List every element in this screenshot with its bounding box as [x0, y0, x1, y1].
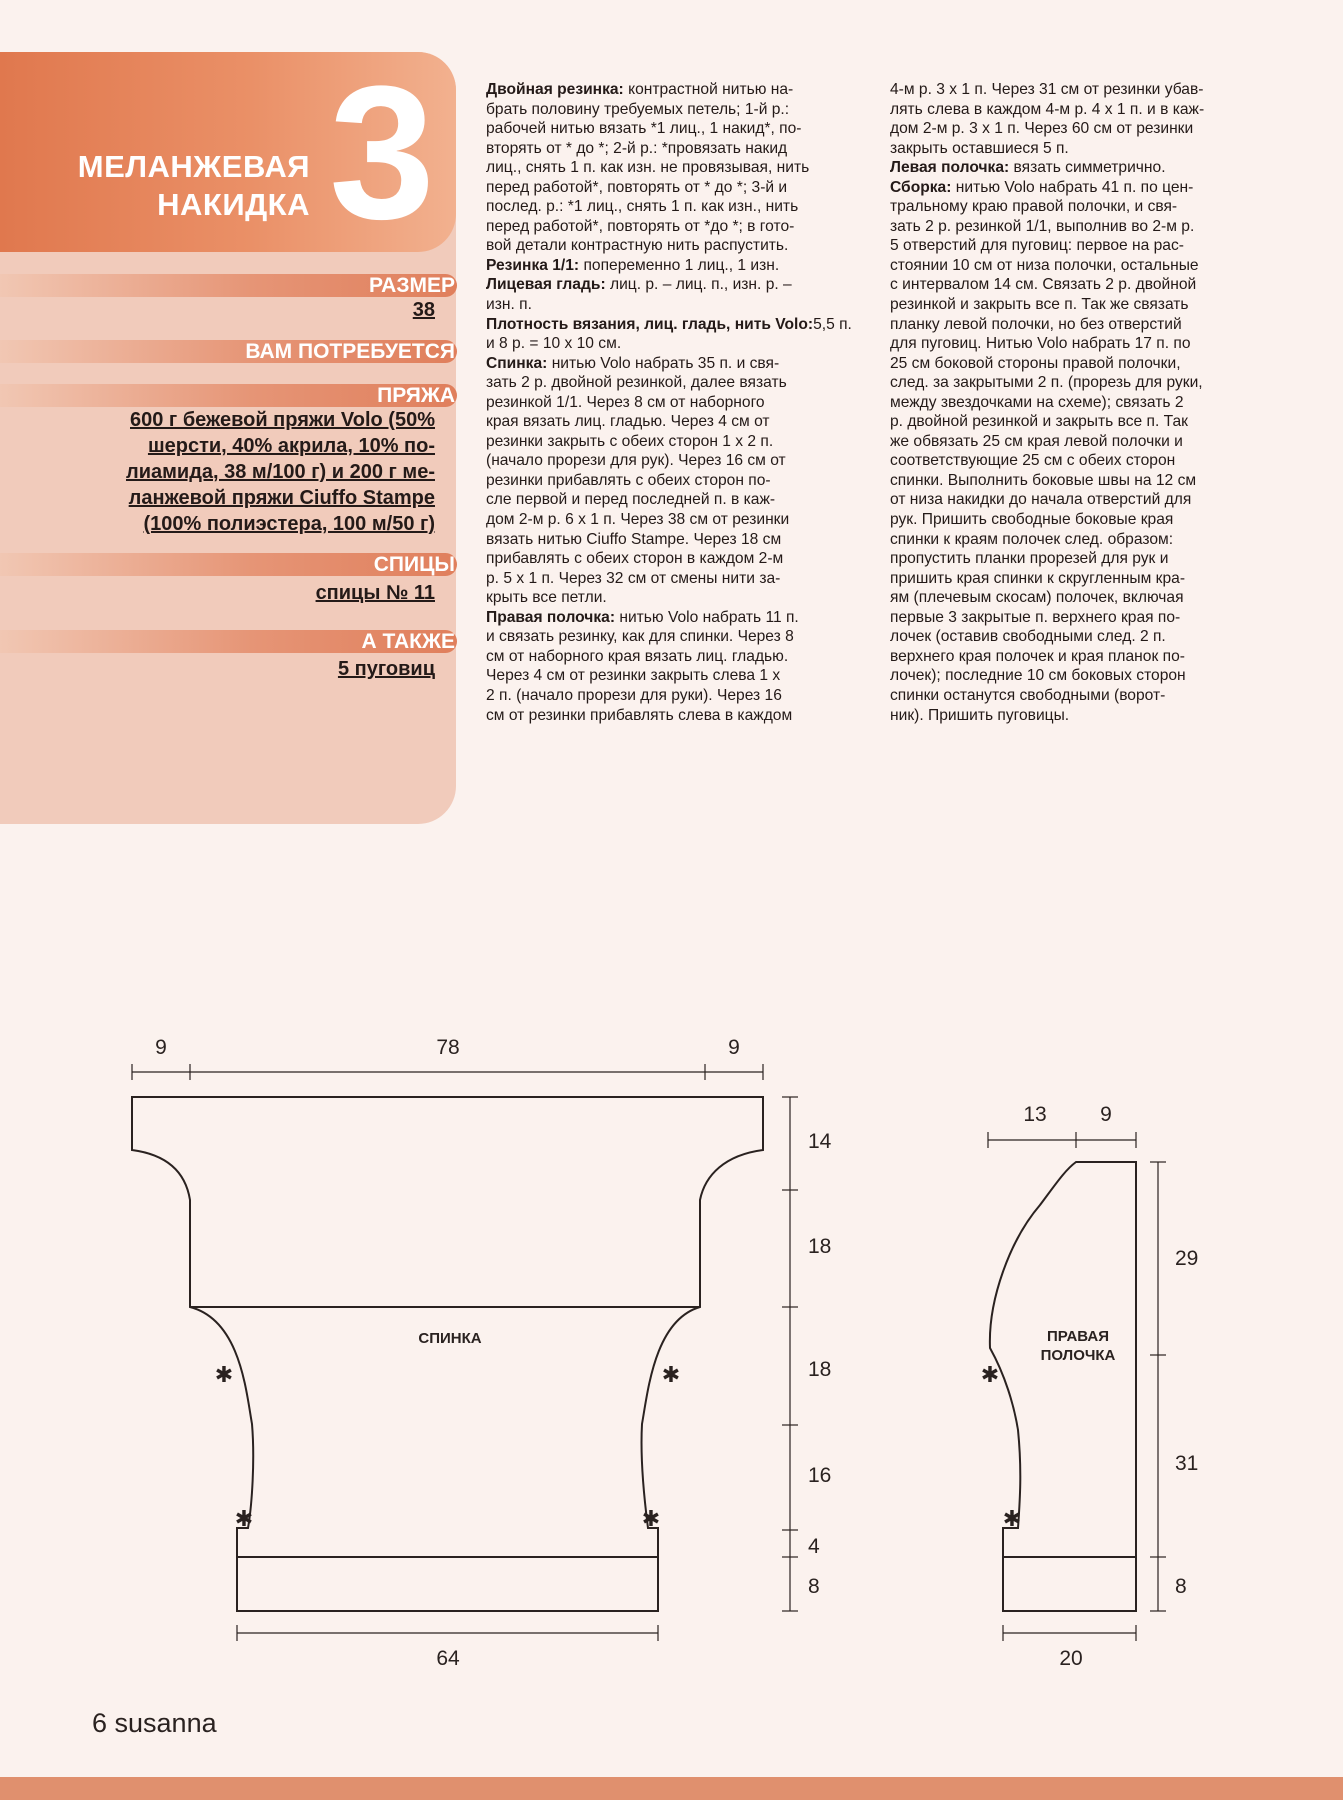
- back-dim-top-2: 78: [436, 1036, 460, 1059]
- text-line: спинки останутся свободными (ворот-: [890, 686, 1166, 704]
- text-line: изн. п.: [486, 296, 532, 314]
- text-line: рабочей нитью вязать *1 лиц., 1 накид*, по-: [486, 120, 802, 138]
- yarn-value: 600 г бежевой пряжи Volo (50% шерсти, 40% акрила, 10% по- лиамида, 38 м/100 г) и 200 г ме- ланжевой пряжи Ciuffo Stampe (100% полиэстера, 100 м/50 г): [125, 409, 435, 535]
- text-line: 5,5 п. и 8 р. = 10 х 10 см.: [486, 315, 852, 353]
- front-dim-top-2: 9: [1100, 1103, 1112, 1126]
- text-line: прибавлять с обеих сторон в каждом 2-м: [486, 550, 784, 568]
- front-dim-top-1: 13: [1023, 1103, 1047, 1126]
- paragraph-heading: Правая полочка:: [486, 608, 616, 626]
- front-dim-right-2: 31: [1175, 1452, 1199, 1475]
- text-line: лять слева в каждом 4-м р. 4 х 1 п. и в каж-: [890, 100, 1205, 118]
- back-dim-right-6: 8: [808, 1575, 820, 1598]
- text-line: перед работой*, повторять от * до *; 3-й и: [486, 178, 788, 196]
- text-line: и связать резинку, как для спинки. Через 8: [486, 628, 794, 646]
- front-dim-bottom: 20: [1059, 1647, 1083, 1670]
- text-line: закрыть оставшиеся 5 п.: [890, 139, 1069, 157]
- text-line: послед. р.: *1 лиц., снять 1 п. как изн., нить: [486, 198, 799, 216]
- front-dim-right-3: 8: [1175, 1575, 1187, 1598]
- text-line: (начало прорези для рук). Через 16 см от: [486, 452, 786, 470]
- front-label-line2: ПОЛОЧКА: [1040, 1347, 1116, 1364]
- back-dim-right-1: 14: [808, 1130, 832, 1153]
- text-line: лочек (оставив свободными след. 2 п.: [890, 628, 1166, 646]
- text-line: 5 отверстий для пуговиц: первое на рас-: [890, 237, 1184, 255]
- text-line: зать 2 р. резинкой 1/1, выполнив во 2-м р.: [890, 217, 1195, 235]
- star-marker: ✱: [661, 1362, 681, 1387]
- back-dim-top-1: 9: [155, 1036, 167, 1059]
- text-line: лиц. р. – лиц. п., изн. р. –: [605, 276, 792, 294]
- star-marker: ✱: [234, 1506, 254, 1531]
- text-line: перед работой*, повторять от *до *; в гото-: [486, 217, 795, 235]
- size-value: 38: [412, 299, 435, 321]
- page-title: МЕЛАНЖЕВАЯ НАКИДКА: [77, 149, 310, 222]
- text-line: дом 2-м р. 3 х 1 п. Через 60 см от резинки: [890, 120, 1194, 138]
- text-line: крыть все петли.: [486, 589, 607, 607]
- text-line: вязать симметрично.: [1009, 159, 1166, 177]
- star-marker: ✱: [1002, 1506, 1022, 1531]
- text-line: 25 см боковой стороны правой полочки,: [890, 354, 1181, 372]
- back-dim-top-3: 9: [728, 1036, 740, 1059]
- text-line: см от наборного края вязать лиц. гладью.: [486, 647, 789, 665]
- text-line: брать половину требуемых петель; 1-й р.:: [486, 100, 790, 118]
- back-label: СПИНКА: [418, 1330, 482, 1347]
- size-label: РАЗМЕР: [369, 274, 455, 297]
- text-line: резинкой и закрыть все п. Так же связать: [890, 296, 1189, 314]
- text-line: рук. Пришить свободные боковые края: [890, 511, 1174, 529]
- text-line: 2 п. (начало прорези для руки). Через 16: [486, 686, 782, 704]
- text-line: тральному краю правой полочки, и свя-: [890, 198, 1178, 216]
- also-label: А ТАКЖЕ: [361, 630, 455, 653]
- paragraph-heading: Двойная резинка:: [486, 81, 624, 98]
- back-dim-right-3: 18: [808, 1358, 832, 1381]
- text-line: вязать нитью Ciuffo Stampe. Через 18 см: [486, 530, 782, 548]
- front-dim-right-1: 29: [1175, 1247, 1199, 1270]
- text-line: лиц., снять 1 п. как изн. не провязывая, нить: [486, 159, 810, 177]
- text-line: планку левой полочки, но без отверстий: [890, 315, 1182, 333]
- text-line: сле первой и перед последней п. в каж-: [486, 491, 776, 509]
- text-line: вой детали контрастную нить распустить.: [486, 237, 789, 255]
- paragraph-heading: Левая полочка:: [890, 159, 1010, 177]
- paragraph-heading: Спинка:: [486, 354, 548, 372]
- also-value: 5 пуговиц: [337, 658, 435, 680]
- page-number: 6 susanna: [92, 1708, 217, 1738]
- text-line: с интервалом 14 см. Связать 2 р. двойной: [890, 276, 1197, 294]
- yarn-label: ПРЯЖА: [377, 384, 455, 407]
- text-line: первые 3 закрытые п. верхнего края по-: [890, 608, 1181, 626]
- text-line: попеременно 1 лиц., 1 изн.: [579, 256, 780, 274]
- text-line: между звездочками на схеме); связать 2: [890, 393, 1184, 411]
- text-line: соответствующие 25 см с обеих сторон: [890, 452, 1176, 470]
- bottom-band: [0, 1777, 1343, 1800]
- text-line: контрастной нитью на-: [623, 81, 794, 98]
- text-line: нитью Volo набрать 41 п. по цен-: [951, 178, 1194, 196]
- text-line: нитью Volo набрать 11 п.: [615, 608, 799, 626]
- text-line: р. двойной резинкой и закрыть все п. Так: [890, 413, 1188, 431]
- text-line: след. за закрытыми 2 п. (прорезь для руки,: [890, 374, 1203, 392]
- back-dim-bottom: 64: [436, 1647, 460, 1670]
- text-line: ям (плечевым скосам) полочек, включая: [890, 589, 1184, 607]
- text-line: зать 2 р. двойной резинкой, далее вязать: [486, 374, 787, 392]
- text-line: резинки прибавлять с обеих сторон по-: [486, 471, 771, 489]
- needles-label: СПИЦЫ: [373, 553, 455, 576]
- text-line: же обвязать 25 см края левой полочки и: [890, 432, 1183, 450]
- text-line: вторять от * до *; 2-й р.: *провязать накид: [486, 139, 788, 157]
- back-dim-right-4: 16: [808, 1464, 832, 1487]
- paragraph-heading: Лицевая гладь:: [486, 276, 606, 294]
- paragraph-heading: Резинка 1/1:: [486, 256, 580, 274]
- paragraph-heading: Плотность вязания, лиц. гладь, нить Volo:: [486, 315, 814, 333]
- star-marker: ✱: [641, 1506, 661, 1531]
- needles-value: спицы № 11: [315, 582, 435, 604]
- text-line: пришить края спинки к скругленным кра-: [890, 569, 1186, 587]
- text-line: пропустить планки прорезей для рук и: [890, 550, 1169, 568]
- text-line: Через 4 см от резинки закрыть слева 1 х: [486, 667, 781, 685]
- text-line: края вязать лиц. гладью. Через 4 см от: [486, 413, 770, 431]
- text-line: лочек); последние 10 см боковых сторон: [890, 667, 1186, 685]
- text-line: спинки. Выполнить боковые швы на 12 см: [890, 471, 1197, 489]
- text-line: спинки к краям полочек след. образом:: [890, 530, 1174, 548]
- text-line: от низа накидки до начала отверстий для: [890, 491, 1192, 509]
- text-line: верхнего края полочек и края планок по-: [890, 647, 1185, 665]
- pattern-number: 3: [329, 47, 435, 259]
- text-line: дом 2-м р. 6 х 1 п. Через 38 см от резинки: [486, 511, 790, 529]
- need-label: ВАМ ПОТРЕБУЕТСЯ: [245, 340, 455, 363]
- back-piece-outline: [132, 1097, 763, 1611]
- text-line: р. 5 х 1 п. Через 32 см от смены нити за-: [486, 569, 781, 587]
- text-line: для пуговиц. Нитью Volo набрать 17 п. по: [890, 335, 1191, 353]
- text-line: резинки закрыть с обеих сторон 1 х 2 п.: [486, 432, 774, 450]
- text-line: нитью Volo набрать 35 п. и свя-: [547, 354, 780, 372]
- text-line: ник). Пришить пуговицы.: [890, 706, 1070, 724]
- text-line: см от резинки прибавлять слева в каждом: [486, 706, 793, 724]
- front-label-line1: ПРАВАЯ: [1047, 1328, 1109, 1345]
- front-piece-outline: [990, 1162, 1136, 1611]
- star-marker: ✱: [980, 1362, 1000, 1387]
- back-dim-right-2: 18: [808, 1235, 832, 1258]
- star-marker: ✱: [214, 1362, 234, 1387]
- text-line: резинкой 1/1. Через 8 см от наборного: [486, 393, 765, 411]
- paragraph-heading: Сборка:: [890, 178, 952, 196]
- text-line: 4-м р. 3 х 1 п. Через 31 см от резинки убав-: [890, 81, 1204, 98]
- text-line: стоянии 10 см от низа полочки, остальные: [890, 256, 1199, 274]
- back-dim-right-5: 4: [808, 1535, 820, 1558]
